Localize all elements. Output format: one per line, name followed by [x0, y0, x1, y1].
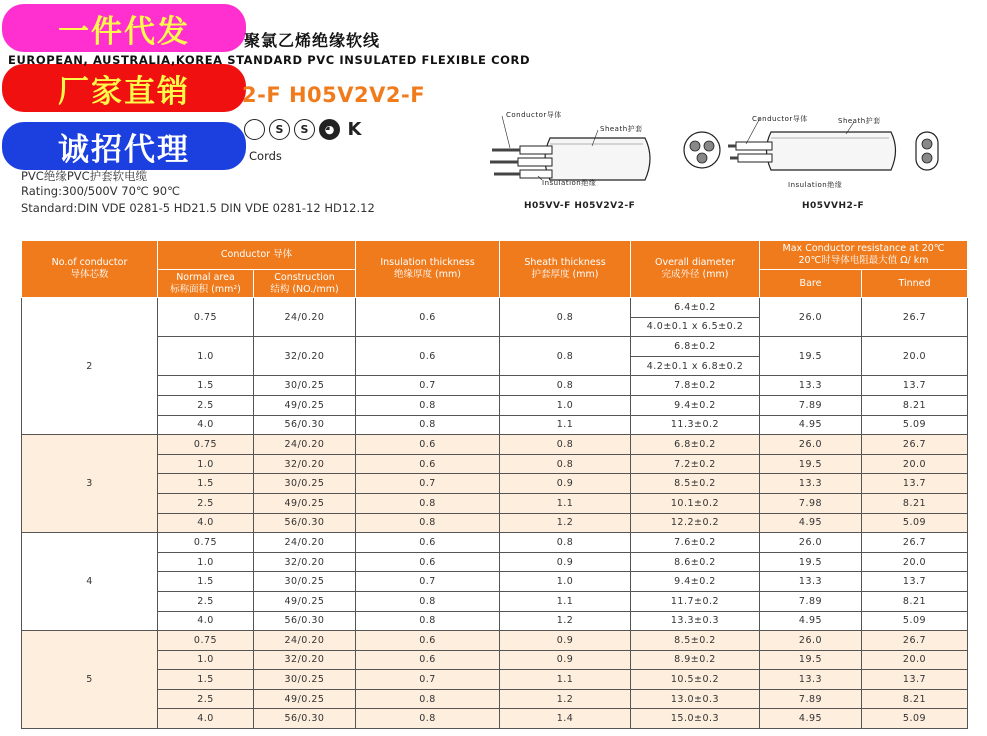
table-row [22, 572, 968, 592]
insulation-cell: 0.8 [356, 591, 500, 611]
table-row [22, 552, 968, 572]
construction-cell: 56/0.30 [254, 709, 356, 729]
conductor-count-cell: 5 [22, 631, 158, 729]
bare-cell: 26.0 [760, 298, 862, 337]
diameter-cell: 8.5±0.2 [631, 631, 760, 651]
header-conductor-count: No.of conductor 导体芯数 [22, 241, 158, 298]
bare-cell: 7.89 [760, 591, 862, 611]
table-row [22, 709, 968, 729]
area-cell: 1.0 [158, 454, 254, 474]
construction-cell: 30/0.25 [254, 670, 356, 690]
cert-ring-icon [244, 119, 265, 140]
insulation-cell: 0.7 [356, 670, 500, 690]
area-cell: 0.75 [158, 533, 254, 553]
model-title: 2-F H05V2V2-F [242, 83, 426, 107]
tinned-cell: 8.21 [862, 689, 968, 709]
bare-cell: 4.95 [760, 611, 862, 631]
cross-section-flat [916, 132, 938, 170]
bare-cell: 7.98 [760, 493, 862, 513]
tinned-cell: 26.7 [862, 298, 968, 337]
flat-diameter-cell: 4.0±0.1 x 6.5±0.2 [631, 317, 760, 337]
insulation-cell: 0.6 [356, 454, 500, 474]
promo-banner-factory-direct[interactable]: 厂家直销 [2, 64, 246, 112]
area-cell: 1.0 [158, 552, 254, 572]
conductor-label-right: Conductor导体 [752, 115, 808, 123]
sheath-cell: 0.8 [500, 435, 631, 455]
bare-cell: 13.3 [760, 572, 862, 592]
table-row [22, 337, 968, 357]
diameter-cell: 8.9±0.2 [631, 650, 760, 670]
insulation-label-right: Insulation绝缘 [788, 181, 843, 189]
spec-table-body [22, 298, 968, 729]
table-row [22, 650, 968, 670]
diameter-cell: 10.5±0.2 [631, 670, 760, 690]
table-row [22, 611, 968, 631]
table-row [22, 670, 968, 690]
tinned-cell: 13.7 [862, 670, 968, 690]
tinned-cell: 20.0 [862, 454, 968, 474]
diameter-cell: 7.6±0.2 [631, 533, 760, 553]
area-cell: 1.5 [158, 474, 254, 494]
table-row [22, 493, 968, 513]
construction-cell: 32/0.20 [254, 337, 356, 376]
sheath-cell: 0.9 [500, 650, 631, 670]
table-row [22, 454, 968, 474]
bare-cell: 4.95 [760, 709, 862, 729]
sheath-cell: 1.0 [500, 395, 631, 415]
construction-cell: 24/0.20 [254, 298, 356, 337]
construction-cell: 56/0.30 [254, 513, 356, 533]
sheath-cell: 0.8 [500, 337, 631, 376]
tinned-cell: 5.09 [862, 513, 968, 533]
page-title-zh: 聚氯乙烯绝缘软线 [244, 31, 381, 50]
area-cell: 1.5 [158, 376, 254, 396]
insulation-cell: 0.8 [356, 415, 500, 435]
area-cell: 4.0 [158, 513, 254, 533]
area-cell: 1.5 [158, 670, 254, 690]
construction-cell: 32/0.20 [254, 454, 356, 474]
tinned-cell: 13.7 [862, 376, 968, 396]
sheath-cell: 0.8 [500, 454, 631, 474]
tinned-cell: 5.09 [862, 709, 968, 729]
conductor-count-cell: 3 [22, 435, 158, 533]
sheath-cell: 0.9 [500, 474, 631, 494]
bare-cell: 13.3 [760, 474, 862, 494]
table-row [22, 298, 968, 318]
area-cell: 0.75 [158, 298, 254, 337]
header-conductor-group: Conductor 导体 [158, 241, 356, 270]
conductor-label-left: Conductor导体 [506, 111, 562, 119]
caption-left: H05VV-F H05V2V2-F [524, 201, 636, 211]
diameter-cell: 6.8±0.2 [631, 337, 760, 357]
sheath-cell: 1.2 [500, 689, 631, 709]
area-cell: 1.5 [158, 572, 254, 592]
insulation-cell: 0.8 [356, 611, 500, 631]
diameter-cell: 8.5±0.2 [631, 474, 760, 494]
conductor-count-cell: 2 [22, 298, 158, 435]
area-cell: 4.0 [158, 415, 254, 435]
bare-cell: 19.5 [760, 552, 862, 572]
diameter-cell: 11.7±0.2 [631, 591, 760, 611]
header-construction: Construction 结构 (NO./mm) [254, 270, 356, 298]
cert-kc-mark-icon: K [347, 119, 362, 140]
tinned-cell: 8.21 [862, 493, 968, 513]
construction-cell: 24/0.20 [254, 435, 356, 455]
sheath-cell: 1.1 [500, 493, 631, 513]
insulation-cell: 0.6 [356, 337, 500, 376]
diameter-cell: 13.3±0.3 [631, 611, 760, 631]
page-title-en: EUROPEAN, AUSTRALIA,KOREA STANDARD PVC INSULATED FLEXIBLE CORD [8, 53, 531, 67]
construction-cell: 56/0.30 [254, 611, 356, 631]
diameter-cell: 10.1±0.2 [631, 493, 760, 513]
tinned-cell: 5.09 [862, 415, 968, 435]
insulation-core-3 [520, 170, 552, 178]
sheath-cell: 1.4 [500, 709, 631, 729]
area-cell: 2.5 [158, 689, 254, 709]
flat-diameter-cell: 4.2±0.1 x 6.8±0.2 [631, 356, 760, 376]
tinned-cell: 8.21 [862, 591, 968, 611]
insulation-cell: 0.8 [356, 709, 500, 729]
area-cell: 2.5 [158, 591, 254, 611]
sheath-cell: 0.8 [500, 298, 631, 337]
construction-cell: 24/0.20 [254, 631, 356, 651]
sheath-cell: 1.1 [500, 670, 631, 690]
tinned-cell: 26.7 [862, 435, 968, 455]
area-cell: 4.0 [158, 709, 254, 729]
caption-right: H05VVH2-F [802, 201, 865, 211]
bare-cell: 19.5 [760, 337, 862, 376]
table-row [22, 474, 968, 494]
construction-cell: 49/0.25 [254, 689, 356, 709]
promo-banner-dropship[interactable]: 一件代发 [2, 4, 246, 52]
insulation-cell: 0.6 [356, 533, 500, 553]
standard-text: Standard:DIN VDE 0281-5 HD21.5 DIN VDE 0281-12 HD12.12 [21, 201, 375, 215]
header-bare: Bare [760, 270, 862, 298]
insulation-cell: 0.7 [356, 474, 500, 494]
table-row [22, 376, 968, 396]
header-diameter: Overall diameter 完成外径 (mm) [631, 241, 760, 298]
table-row [22, 631, 968, 651]
insulation-core-1 [736, 142, 772, 150]
sheath-cell: 1.0 [500, 572, 631, 592]
cert-s-mark-icon: S [294, 119, 315, 140]
diameter-cell: 11.3±0.2 [631, 415, 760, 435]
insulation-cell: 0.6 [356, 650, 500, 670]
tinned-cell: 26.7 [862, 631, 968, 651]
promo-banner-agents-wanted[interactable]: 诚招代理 [2, 122, 246, 170]
sheath-cell: 1.1 [500, 415, 631, 435]
insulation-cell: 0.8 [356, 689, 500, 709]
tinned-cell: 20.0 [862, 650, 968, 670]
insulation-label-left: Insulation绝缘 [542, 179, 597, 187]
tinned-cell: 13.7 [862, 474, 968, 494]
tinned-cell: 26.7 [862, 533, 968, 553]
diameter-cell: 9.4±0.2 [631, 395, 760, 415]
diameter-cell: 8.6±0.2 [631, 552, 760, 572]
tinned-cell: 20.0 [862, 552, 968, 572]
cable-diagram-flat-2core [676, 110, 956, 190]
diameter-cell: 13.0±0.3 [631, 689, 760, 709]
construction-cell: 49/0.25 [254, 493, 356, 513]
construction-cell: 49/0.25 [254, 591, 356, 611]
header-sheath: Sheath thickness 护套厚度 (mm) [500, 241, 631, 298]
table-row [22, 395, 968, 415]
bare-cell: 19.5 [760, 650, 862, 670]
insulation-cell: 0.8 [356, 395, 500, 415]
sheath-label-right: Sheath护套 [838, 117, 881, 125]
table-row [22, 435, 968, 455]
construction-cell: 30/0.25 [254, 572, 356, 592]
sheath-cell: 1.2 [500, 611, 631, 631]
bare-cell: 13.3 [760, 376, 862, 396]
header-insulation: Insulation thickness 绝缘厚度 (mm) [356, 241, 500, 298]
insulation-cell: 0.8 [356, 513, 500, 533]
tinned-cell: 8.21 [862, 395, 968, 415]
construction-cell: 30/0.25 [254, 376, 356, 396]
diameter-cell: 12.2±0.2 [631, 513, 760, 533]
rating-text: Rating:300/500V 70℃ 90℃ [21, 184, 181, 198]
insulation-core-2 [518, 158, 552, 166]
bare-cell: 26.0 [760, 631, 862, 651]
sheath-cell: 0.8 [500, 533, 631, 553]
construction-cell: 49/0.25 [254, 395, 356, 415]
table-row [22, 415, 968, 435]
bare-cell: 4.95 [760, 513, 862, 533]
insulation-core-2 [738, 154, 772, 162]
bare-cell: 13.3 [760, 670, 862, 690]
insulation-cell: 0.6 [356, 552, 500, 572]
insulation-cell: 0.6 [356, 631, 500, 651]
insulation-cell: 0.7 [356, 376, 500, 396]
construction-cell: 30/0.25 [254, 474, 356, 494]
sheath-cell: 0.8 [500, 376, 631, 396]
tinned-cell: 13.7 [862, 572, 968, 592]
cords-label: Cords [249, 149, 282, 163]
certification-marks [244, 119, 365, 140]
area-cell: 0.75 [158, 631, 254, 651]
sheath-cell: 0.9 [500, 552, 631, 572]
header-resistance: Max Conductor resistance at 20℃ 20℃时导体电阻最大值 Ω/ km [760, 241, 968, 270]
diameter-cell: 7.2±0.2 [631, 454, 760, 474]
spec-table [21, 240, 968, 729]
insulation-cell: 0.7 [356, 572, 500, 592]
area-cell: 2.5 [158, 493, 254, 513]
header-normal-area: Normal area 标称面积 (mm²) [158, 270, 254, 298]
sheath-cell: 0.9 [500, 631, 631, 651]
construction-cell: 32/0.20 [254, 552, 356, 572]
insulation-cell: 0.6 [356, 298, 500, 337]
table-row [22, 533, 968, 553]
diameter-cell: 6.4±0.2 [631, 298, 760, 318]
cable-type-text: PVC绝缘PVC护套软电缆 [21, 169, 148, 183]
bare-cell: 26.0 [760, 435, 862, 455]
insulation-core-1 [520, 146, 552, 154]
table-row [22, 689, 968, 709]
conductor-count-cell: 4 [22, 533, 158, 631]
insulation-cell: 0.8 [356, 493, 500, 513]
area-cell: 4.0 [158, 611, 254, 631]
diameter-cell: 7.8±0.2 [631, 376, 760, 396]
diameter-cell: 15.0±0.3 [631, 709, 760, 729]
bare-cell: 26.0 [760, 533, 862, 553]
area-cell: 0.75 [158, 435, 254, 455]
tinned-cell: 5.09 [862, 611, 968, 631]
sheath-label-left: Sheath护套 [600, 125, 643, 133]
insulation-cell: 0.6 [356, 435, 500, 455]
bare-cell: 4.95 [760, 415, 862, 435]
area-cell: 1.0 [158, 650, 254, 670]
construction-cell: 24/0.20 [254, 533, 356, 553]
bare-cell: 19.5 [760, 454, 862, 474]
construction-cell: 32/0.20 [254, 650, 356, 670]
construction-cell: 56/0.30 [254, 415, 356, 435]
cert-s-mark-icon: S [269, 119, 290, 140]
bare-cell: 7.89 [760, 395, 862, 415]
header-tinned: Tinned [862, 270, 968, 298]
sheath-cell: 1.1 [500, 591, 631, 611]
table-row [22, 513, 968, 533]
bare-cell: 7.89 [760, 689, 862, 709]
diameter-cell: 6.8±0.2 [631, 435, 760, 455]
tinned-cell: 20.0 [862, 337, 968, 376]
table-row [22, 591, 968, 611]
cert-globe-mark-icon: ◕ [319, 119, 340, 140]
area-cell: 1.0 [158, 337, 254, 376]
area-cell: 2.5 [158, 395, 254, 415]
diameter-cell: 9.4±0.2 [631, 572, 760, 592]
sheath-cell: 1.2 [500, 513, 631, 533]
